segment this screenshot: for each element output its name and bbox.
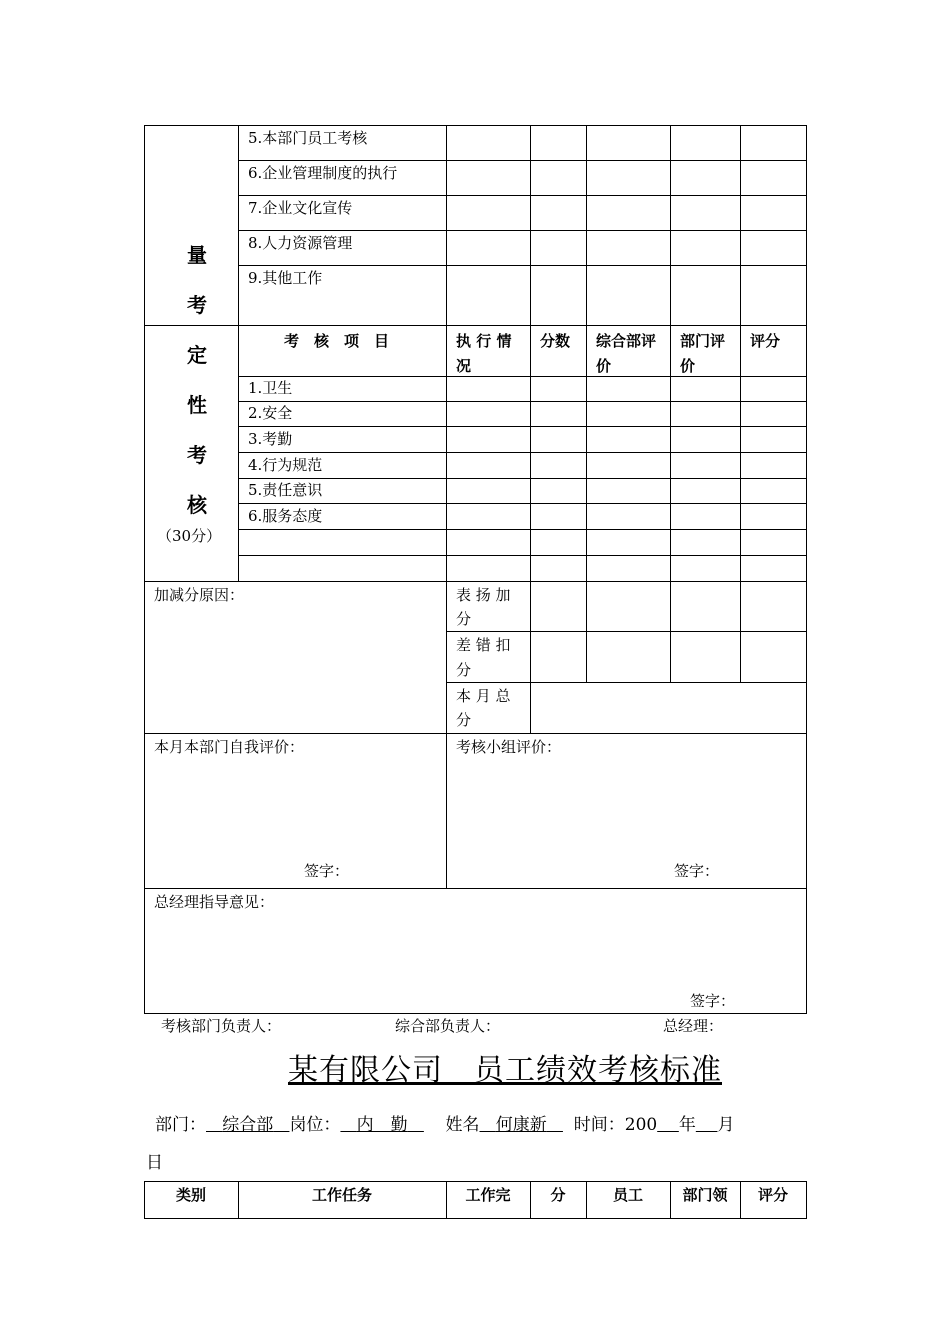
header-exec-l1: 执 行 情 [456, 332, 512, 350]
gm-sign: 签字： [690, 992, 736, 1010]
header-dept-l2: 价 [680, 357, 696, 375]
category-char: 量 [187, 243, 207, 267]
dept-value: 综合部 [222, 1115, 274, 1135]
qual-row-label: 6.服务态度 [248, 507, 323, 525]
category-char: 核 [187, 493, 207, 517]
gm-opinion-label: 总经理指导意见： [154, 893, 275, 911]
dept-label: 部门： [155, 1115, 206, 1135]
header-general-l2: 价 [596, 357, 612, 375]
col-score: 分 [550, 1186, 566, 1204]
qual-row-label: 4.行为规范 [248, 456, 323, 474]
footer-general-head: 综合部负责人： [395, 1017, 501, 1035]
month-label: 月 [717, 1115, 735, 1135]
footer-dept-head: 考核部门负责人： [161, 1017, 282, 1035]
document-title: 某有限公司 员工绩效考核标准 [288, 1053, 722, 1088]
task-row-label: 7.企业文化宣传 [248, 199, 353, 217]
col-employee: 员工 [612, 1186, 643, 1204]
qual-row-label: 3.考勤 [248, 430, 293, 448]
year-label: 年 [678, 1115, 696, 1135]
self-eval-sign: 签字： [304, 862, 350, 880]
time-label: 时间：200 [573, 1115, 658, 1135]
bonus-label-l1: 表 扬 加 [456, 586, 511, 604]
self-eval-label: 本月本部门自我评价： [154, 738, 305, 756]
col-dept-lead: 部门领 [682, 1186, 728, 1204]
day-label: 日 [146, 1153, 163, 1173]
category-char: 定 [187, 343, 207, 367]
group-eval-label: 考核小组评价： [456, 738, 562, 756]
category-char: 性 [187, 393, 207, 417]
header-score: 分数 [540, 332, 571, 350]
qual-row-label: 2.安全 [248, 404, 293, 422]
col-rating: 评分 [757, 1186, 788, 1204]
qual-row-label: 5.责任意识 [248, 481, 323, 499]
post-label: 岗位： [289, 1115, 341, 1135]
task-row-label: 6.企业管理制度的执行 [248, 164, 398, 182]
header-general-l1: 综合部评 [596, 332, 657, 350]
col-task: 工作任务 [311, 1186, 372, 1204]
task-row-label: 9.其他工作 [248, 269, 323, 287]
header-item: 考 核 项 目 [284, 332, 390, 350]
qual-row-label: 1.卫生 [248, 379, 293, 397]
col-completion: 工作完 [465, 1186, 511, 1204]
name-value: 何康新 [495, 1115, 547, 1135]
adjust-reason-label: 加减分原因： [154, 586, 245, 604]
score-note: （30分） [157, 527, 222, 545]
bonus-label-l2: 分 [456, 610, 472, 628]
penalty-label-l1: 差 错 扣 [456, 636, 511, 654]
category-char: 考 [187, 293, 207, 317]
header-rating: 评分 [750, 332, 781, 350]
header-exec-l2: 况 [456, 357, 472, 375]
col-category: 类别 [175, 1186, 206, 1204]
footer-gm: 总经理： [663, 1017, 724, 1035]
penalty-label-l2: 分 [456, 661, 472, 679]
task-row-label: 5.本部门员工考核 [248, 129, 368, 147]
header-dept-l1: 部门评 [680, 332, 726, 350]
info-line [155, 1110, 734, 1135]
group-eval-sign: 签字： [674, 862, 720, 880]
total-label-l2: 分 [456, 711, 472, 729]
total-label-l1: 本 月 总 [456, 687, 511, 705]
name-label: 姓名 [445, 1115, 480, 1135]
post-value: 内 勤 [356, 1115, 408, 1135]
task-row-label: 8.人力资源管理 [248, 234, 353, 252]
category-char: 考 [187, 443, 207, 467]
